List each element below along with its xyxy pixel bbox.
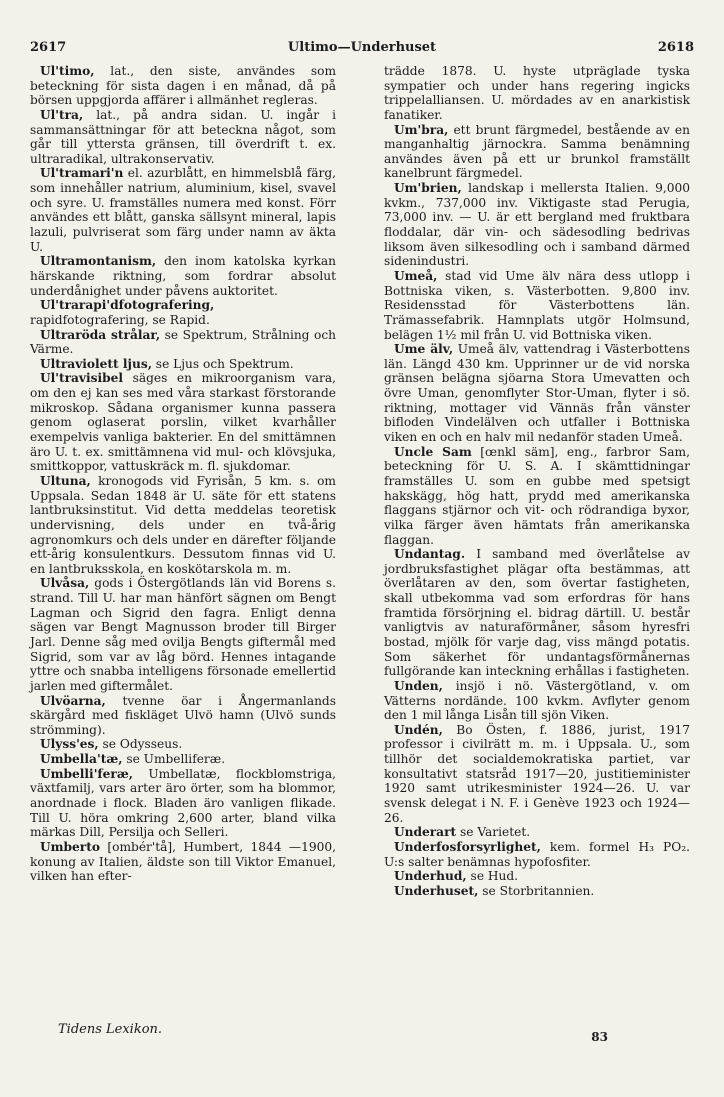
entry — [30, 737, 336, 752]
entry-text: tvenne öar i Ångermanlands skärgård med fiskläget Ulvö hamn (Ulvö sunds strömming). — [30, 693, 336, 737]
entry — [384, 342, 690, 444]
entry-text: trädde 1878. U. hyste utpräglade tyska sympatier och under hans regering ingicks trippelalliansen. U. mördades av en anarkistisk fanatiker. — [384, 64, 690, 122]
entry — [30, 840, 336, 884]
entry-headword: Ul'timo, — [40, 64, 95, 78]
entry-text: I samband med överlåtelse av jordbruksfastighet plägar ofta bestämmas, att överlåtaren av den, som övertar fastigheten, skall utbekomma vad som erfordras för hans framtida försörjning el. bidrag därtill. U. består vanligtvis av naturaförmåner, såsom hyresfri bostad, mjölk för varje dag, viss mängd potatis. Som säkerhet för undantagsförmånernas fullgörande kan inteckning erhållas i fastigheten. — [384, 547, 690, 679]
entry — [30, 108, 336, 167]
entry-headword: Ultraröda strålar, — [40, 327, 161, 342]
entry — [30, 474, 336, 576]
entry — [30, 328, 336, 357]
entry-text: se Umbelliferæ. — [122, 752, 226, 767]
entry-headword: Unden, — [394, 678, 443, 693]
entry-headword: Ultraviolett ljus, — [40, 356, 152, 371]
entry-text: se Odysseus. — [98, 737, 183, 752]
entry-headword: Underart — [394, 825, 457, 840]
entry — [384, 269, 690, 342]
entry — [30, 371, 336, 473]
entry-headword: Ulvåsa, — [40, 576, 90, 591]
entry-text: se Varietet. — [456, 825, 531, 840]
entry-text: se Storbritannien. — [478, 883, 595, 898]
entry-headword: Umbelli'feræ, — [40, 766, 133, 781]
entry-text: se Ljus och Spektrum. — [151, 356, 294, 371]
entry-text: Bo Östen, f. 1886, jurist, 1917 professor i civilrätt m. m. i Uppsala. U., som tillhör det socialdemokratiska partiet, var konsultativt statsråd 1917—20, justitieminister 1920 samt utrikesminister 1924—26. U. var svensk delegat i N. F. i Genève 1923 och 1924—26. — [384, 722, 690, 825]
entry-text: rapidfotografering, se Rapid. — [30, 312, 210, 327]
left-column — [30, 64, 336, 884]
page-title: Ultimo—Underhuset — [287, 40, 437, 55]
entry-text: insjö i nö. Västergötland, v. om Vätterns nordände. 100 kvkm. Avflyter genom den 1 mil långa Lisån till sjön Viken. — [384, 678, 690, 723]
left-page-number: 2617 — [30, 40, 67, 55]
entry — [384, 679, 690, 723]
entry-headword: Undén, — [394, 722, 443, 737]
right-page-number: 2618 — [657, 40, 694, 55]
entry-headword: Um'brien, — [394, 181, 462, 196]
entry-headword: Um'bra, — [394, 122, 449, 137]
entry-text: kronogods vid Fyrisån, 5 km. s. om Uppsala. Sedan 1848 är U. säte för ett statens lantbruksinstitut. Vid detta meddelas teoretisk undervisning, dels under en två-årig agronomkurs och dels under en därefter följande ett-årig konsulentkurs. Dessutom finnas vid U. en lantbruksskola, en koskötarskola m. m. — [30, 473, 336, 576]
entry — [30, 357, 336, 372]
entry-headword: Underhud, — [394, 869, 467, 884]
running-header — [30, 40, 694, 60]
entry-headword: Undantag. — [394, 547, 466, 562]
entry — [30, 576, 336, 693]
entry-text: säges en mikroorganism vara, om den ej kan ses med våra starkast förstorande mikroskop. Sådana organismer kunna passera genom oglaserat porslin, vilket kvarhåller exempelvis vanliga bakterier. En del smittämnen äro U. t. ex. smittämnena vid mul- och klövsjuka, smittkoppor, vattuskräck m. fl. sjukdomar. — [30, 371, 336, 474]
entry-text: [œnkl säm], eng., farbror Sam, beteckning för U. S. A. I skämttidningar framställes U. som en gubbe med spetsigt hakskägg, hög hatt, prydd med amerikanska flaggans stjärnor och vit- och rödrandiga byxor, vilka färger även hämtats från amerikanska flaggan. — [384, 444, 690, 547]
entry — [30, 694, 336, 738]
entry — [384, 547, 690, 679]
entry-headword: Underfosforsyrlighet, — [394, 839, 541, 854]
entry-headword: Ulyss'es, — [40, 737, 99, 752]
entry-text: se Spektrum, Strålning och Värme. — [30, 327, 336, 357]
entry-text: Umbellatæ, flockblomstriga, växtfamilj, vars arter äro örter, som ha blommor, anordnade i flock. Bladen äro vanligen flikade. Till U. höra omkring 2,600 arter, bland vilka märkas Dill, Persilja och Selleri. — [30, 766, 336, 840]
right-column — [384, 64, 690, 899]
entry-headword: Ul'travisibel — [40, 371, 124, 386]
entry — [30, 254, 336, 298]
entry — [384, 64, 690, 123]
entry-headword: Ume älv, — [394, 342, 454, 357]
entry-text: se Hud. — [466, 869, 519, 884]
entry-text: lat., på andra sidan. U. ingår i sammansättningar för att beteckna något, som går till yttersta gränsen, till överdrift t. ex. ultraradikal, ultrakonservativ. — [30, 107, 336, 166]
entry-headword: Ul'tramari'n — [40, 166, 124, 181]
entry-text: Umeå älv, vattendrag i Västerbottens län. Längd 430 km. Upprinner ur de vid norska gränsen belägna sjöarna Stora Umevatten och övre Uman, genomflyter Stor-Uman, flyter i sö. riktning, mottager vid Vännäs från vänster bifloden Vindelälven och utfaller i Bottniska viken en och en halv mil nedanför staden Umeå. — [384, 342, 690, 445]
entry-headword: Ulvöarna, — [40, 693, 106, 708]
entry-text: gods i Östergötlands län vid Borens s. strand. Till U. har man hänfört sägnen om Bengt Lagman och Sigrid den fagra. Enligt denna sägen var Bengt Magnusson broder till Birger Jarl. Denne såg med ovilja Bengts giftermål med Sigrid, som var av låg börd. Hennes intagande yttre och snabba intelligens försonade emellertid jarlen med giftermålet. — [30, 576, 336, 693]
entry-headword: Underhuset, — [394, 883, 479, 898]
entry — [384, 723, 690, 825]
entry — [30, 298, 336, 327]
entry-headword: Uncle Sam — [394, 444, 472, 459]
entry — [384, 445, 690, 547]
entry — [384, 181, 690, 269]
entry-headword: Umbella'tæ, — [40, 752, 123, 767]
entry-headword: Ultramontanism, — [40, 254, 157, 269]
entry — [30, 752, 336, 767]
entry-text: stad vid Ume älv nära dess utlopp i Bottniska viken, s. Västerbotten. 9,800 inv. Residensstad för Västerbottens län. Trämassefabrik. Hamnplats utgör Holmsund, belägen 1½ mil från U. vid Bottniska viken. — [384, 268, 690, 342]
entry-text: kem. formel H₃ PO₂. U:s salter benämnas hypofosfiter. — [384, 839, 690, 869]
entry-headword: Ul'tra, — [40, 107, 84, 122]
publisher-footer: Tidens Lexikon. — [58, 1022, 163, 1037]
entry — [384, 869, 690, 884]
entry-text: el. azurblått, en himmelsblå färg, som innehåller natrium, aluminium, kisel, svavel och syre. U. framställes numera med konst. Förr användes ett blått, ganska sällsynt mineral, lapis lazuli, pulvriserat som färg under namn av äkta U. — [30, 166, 336, 254]
entry-text: den inom katolska kyrkan härskande riktning, som fordrar absolut underdånighet under påvens auktoritet. — [30, 254, 336, 298]
entry-headword: Ul'trarapi'dfotografering, — [40, 298, 215, 313]
entry-headword: Ultuna, — [40, 473, 91, 488]
entry-headword: Umeå, — [394, 268, 438, 283]
entry-text: ett brunt färgmedel, bestående av en manganhaltig järnockra. Samma benämning användes även på ett ur brunkol framställt kanelbrunt färgmedel. — [384, 122, 690, 181]
entry — [30, 64, 336, 108]
entry-text: lat., den siste, användes som beteckning för sista dagen i en månad, då på börsen uppgjorda affärer i allmänhet regleras. — [30, 64, 336, 108]
entry — [30, 767, 336, 840]
entry — [384, 884, 690, 899]
sheet-number: 83 — [591, 1030, 608, 1044]
entry-text: landskap i mellersta Italien. 9,000 kvkm., 737,000 inv. Viktigaste stad Perugia, 73,000 inv. — U. är ett bergland med fruktbara floddalar, där vin- och sädesodling bedrivas liksom även silkesodling och i samband därmed sidenindustri. — [384, 181, 690, 269]
entry — [384, 123, 690, 182]
entry — [30, 166, 336, 254]
entry — [384, 840, 690, 869]
entry — [384, 825, 690, 840]
entry-text: [ombér'tå], Humbert, 1844 —1900, konung av Italien, äldste son till Viktor Emanuel, vilken han efter- — [30, 839, 336, 884]
entry-headword: Umberto — [40, 839, 100, 854]
